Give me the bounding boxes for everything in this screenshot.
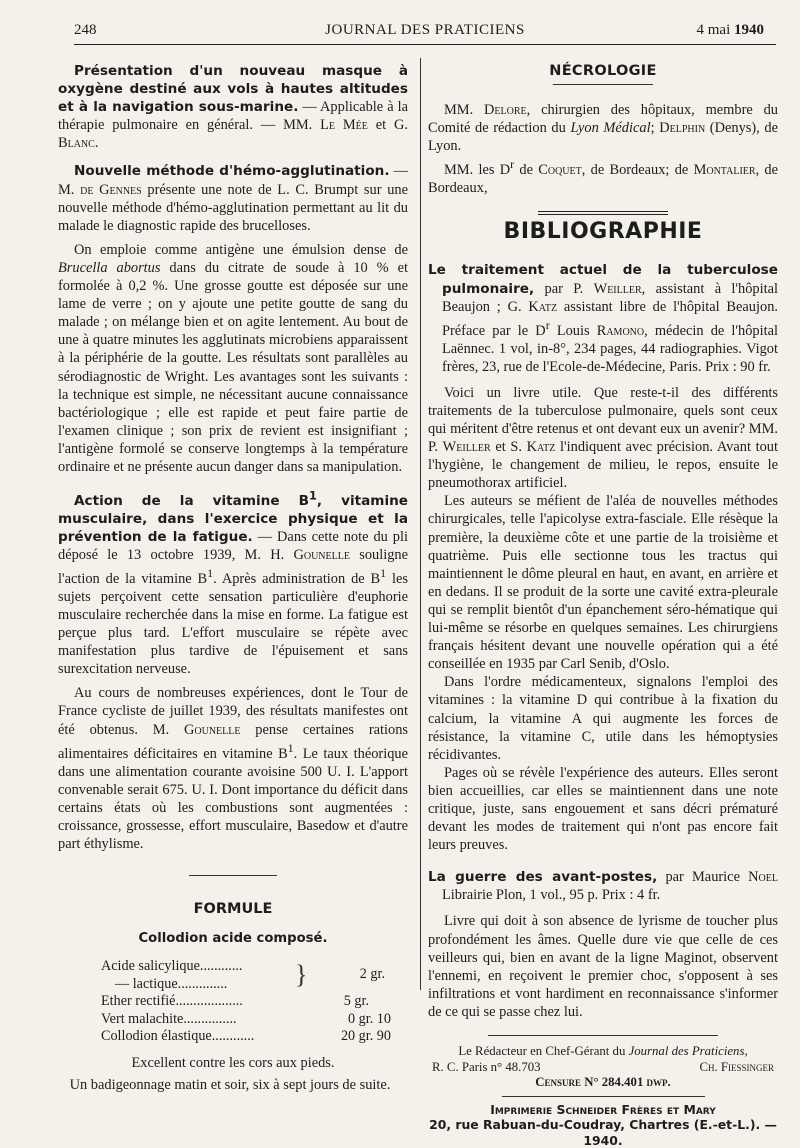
double-rule <box>538 211 668 215</box>
imprint-rule <box>502 1096 705 1097</box>
formule-note: Excellent contre les cors aux pieds. <box>58 1054 408 1072</box>
right-column <box>428 62 778 1148</box>
colophon <box>428 1044 778 1148</box>
formule-subtitle: Collodion acide composé. <box>58 930 408 948</box>
colophon-line: Le Rédacteur en Chef-Gérant du Journal des Praticiens, <box>428 1044 778 1060</box>
section-rule <box>189 875 277 876</box>
review-paragraph: Voici un livre utile. Que reste-t-il des différents traitements de la tuberculose pulmonaire, quels sont ceux qui méritent d'être retenus et ont devant eux un avenir? MM. P. Weiller et S. Katz l'indiquent avec précision. Avant tout l'hygiène, le changement de milieu, le repos, ensuite le pneumothorax artificiel. <box>428 384 778 493</box>
recipe-qty: 2 gr. <box>360 966 385 984</box>
review-paragraph: Dans l'ordre médicamenteux, signalons l'emploi des vitamines : la vitamine D qui contribue à la fixation du calcium, la vitamine A qui augmente les forces de résistance, la vitamine C, utile dans les hémoptysies récidivantes. <box>428 673 778 763</box>
page-number: 248 <box>74 22 97 39</box>
recipe-row: Vert malachite............... 0 gr. 10 <box>101 1011 391 1029</box>
article-hemo-agglutination: Nouvelle méthode d'hémo-agglutination. — M. de Gennes présente une note de L. C. Brumpt sur une nouvelle méthode d'hémo-agglutination permettant au lit du malade le diagnostic rapide des brucelloses. <box>58 162 408 234</box>
article-masque: Présentation d'un nouveau masque à oxygène destiné aux vols à hautes altitudes et à la navigation sous-marine. — Applicable à la thérapie pulmonaire en général. — MM. Le Mée et G. Blanc. <box>58 62 408 152</box>
book-entry: Le traitement actuel de la tuberculose pulmonaire, par P. Weiller, assistant à l'hôpital Beaujon ; G. Katz assistant libre de l'hôpital Beaujon. Préface par le $D^r$ Louis Ramono, médecin de l'hôpital Laënnec. 1 vol, in-8°, 234 pages, 44 radiographies. Vigot frères, 23, rue de l'Ecole-de-Médecine, Paris. Prix : 90 fr. <box>428 261 778 375</box>
recipe-row: — lactique.............. <box>101 976 391 994</box>
formule-title: FORMULE <box>58 900 408 918</box>
recipe-row: Acide salicylique............ <box>101 958 391 976</box>
article-paragraph: Au cours de nombreuses expériences, dont le Tour de France cycliste de juillet 1939, des résultats manifestes ont été obtenus. M. Gounelle pense certaines rations alimentaires déficitaires en vitamine $B^1$. Le taux théorique dans une alimentation courante avoisine 500 U. I. L'apport convenable serait 675. U. I. Dont importance du déficit dans certains états où les combustions sont augmentées : croissance, grossesse, effort musculaire, Basedow et d'autre part éthylisme. <box>58 684 408 853</box>
review-paragraph: Livre qui doit à son absence de lyrisme de toucher plus profondément les âmes. Quelle dure vie que celle de ces veilleurs qui, bien en avant de la ligne Maginot, observent l'ennemi, en reçoivent le premier choc, s'opposent à ses infiltrations et vont hardiment en reconnaissance s'informer de ce qui se passe chez lui. <box>428 912 778 1021</box>
book-title: La guerre des avant-postes, <box>428 869 657 885</box>
left-column <box>58 62 408 1094</box>
bibliographie-title: BIBLIOGRAPHIE <box>428 223 778 241</box>
necrologie-title: NÉCROLOGIE <box>428 62 778 80</box>
necrologie-paragraph: MM. Delore, chirurgien des hôpitaux, membre du Comité de rédaction du Lyon Médical; Delphin (Denys), de Lyon. <box>428 101 778 155</box>
recipe-row: Ether rectifié................... 5 gr. <box>101 993 391 1011</box>
colophon-line: R. C. Paris n° 48.703 Ch. Fiessinger <box>428 1060 778 1076</box>
article-title: Action de la vitamine $B^1$, vitamine musculaire, dans l'exercice physique et la prévention de la fatigue. <box>58 493 408 545</box>
book-entry: La guerre des avant-postes, par Maurice Noel Librairie Plon, 1 vol., 95 p. Prix : 4 fr. <box>428 868 778 904</box>
necrologie-paragraph: MM. les $D^r$ de Coquet, de Bordeaux; de Montalier, de Bordeaux, <box>428 155 778 197</box>
necrologie-underline <box>553 84 653 85</box>
issue-date: 4 mai 1940 <box>697 22 765 39</box>
article-paragraph: On emploie comme antigène une émulsion dense de Brucella abortus dans du citrate de soude à 10 % et formolée à 0,2 %. Une grosse goutte est déposée sur une lame de verre ; on y ajoute une petite goutte de sang du malade ; on mélange bien et on agite lentement. Au bout de une à quatre minutes les agglutinats microbiens apparaissent à la périphérie de la goutte. Les résultats sont parallèles au sérodiagnostic de Wright. Les avantages sont les suivants : la technique est simple, ne nécessitant aucune connaissance bactériologique ; elle est rapide et peut faire partie de l'examen clinique ; son prix de revient est insignifiant ; l'antigène formolé se conserve longtemps à la température ordinaire et ne présente aucun danger dans sa manipulation. <box>58 241 408 476</box>
brace: } <box>295 958 307 992</box>
journal-title: JOURNAL DES PRATICIENS <box>74 22 776 39</box>
recipe-table <box>101 958 391 1046</box>
header-rule <box>74 44 776 45</box>
formule-note: Un badigeonnage matin et soir, six à sept jours de suite. <box>52 1076 408 1094</box>
article-vitamine-b1: Action de la vitamine $B^1$, vitamine musculaire, dans l'exercice physique et la prévention de la fatigue. — Dans cette note du pli déposé le 13 octobre 1939, M. H. Gounelle souligne l'action de la vitamine $B^1$. Après administration de $B^1$ les sujets perçoivent cette sensation particulière d'euphorie musculaire recherchée dans la mise en forme. La fatigue est perçue plus tard. L'effort musculaire se répète avec manifestation plus tardive de l'épuisement et sans surexcitation nerveuse. <box>58 486 408 678</box>
page-header <box>74 22 776 42</box>
book-title: Le traitement actuel de la tuberculose pulmonaire, <box>428 262 778 296</box>
article-title: Présentation d'un nouveau masque à oxygène destiné aux vols à hautes altitudes et à la navigation sous-marine. <box>58 63 408 115</box>
review-paragraph: Pages où se révèle l'expérience des auteurs. Elles seront bien accueillies, car elles se maintiennent dans une note critique, juste, sans engouement et sans décri prématuré devant les modes de traitement qui n'ont pas encore fait leurs preuves. <box>428 764 778 854</box>
column-divider <box>420 58 421 990</box>
footer-rule <box>488 1035 718 1036</box>
recipe-row: Collodion élastique............ 20 gr. 90 <box>101 1028 391 1046</box>
review-paragraph: Les auteurs se méfient de l'aléa de nouvelles méthodes chirurgicales, telle l'apicolyse extra-fasciale. Elle résèque la première, la deuxième côte et une partie de la troisième et quatrième. Puis elle sectionne tous les tractus qui maintiennent le dôme pleural en haut, en avant, en arrière et en dedans. Il se produit de la sorte une cavité extra-pleurale qui se remplit bientôt d'un épanchement séro-hématique qui lui-même se résorbe en quelques semaines. Les chirurgiens français hésitent devant une nouvelle opération qui a été conseillée en 1935 par Carl Senib, d'Oslo. <box>428 492 778 673</box>
imprint: Imprimerie Schneider Frères et Mary 20, rue Rabuan-du-Coudray, Chartres (E.-et-L.). — 1940. <box>428 1102 778 1148</box>
article-title: Nouvelle méthode d'hémo-agglutination. <box>74 163 390 179</box>
censure: Censure N° 284.401 dwp. <box>428 1075 778 1091</box>
